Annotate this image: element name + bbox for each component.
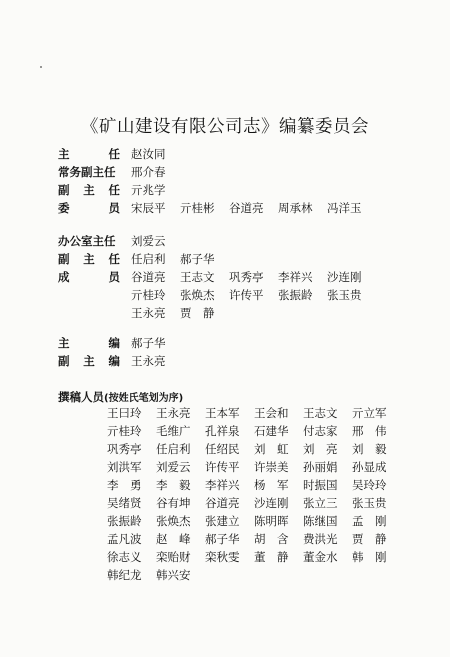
writer-name: 胡 含 — [254, 532, 289, 546]
member-names — [131, 251, 229, 267]
member-names — [131, 164, 180, 180]
member-name: 郝子华 — [131, 336, 166, 350]
writer-name: 董金水 — [303, 550, 338, 564]
role-label-char: 主 — [83, 183, 95, 197]
writer-name: 邢 伟 — [352, 424, 387, 438]
member-name: 王永亮 — [131, 306, 166, 320]
role-label-char: 主 — [83, 354, 95, 368]
member-name: 张焕杰 — [180, 288, 215, 302]
writer-name: 赵 峰 — [156, 532, 191, 546]
role-label-char: 常务副主任 — [58, 165, 116, 179]
role-label-char: 任 — [108, 147, 120, 161]
writer-name: 石建华 — [254, 424, 289, 438]
writers-header — [58, 389, 183, 405]
writer-name: 巩秀亭 — [107, 442, 142, 456]
writer-name: 吴绪贤 — [107, 496, 142, 510]
writer-name: 亓立军 — [352, 406, 387, 420]
member-name: 亓兆学 — [131, 183, 166, 197]
role-label-char: 副 — [58, 183, 70, 197]
writers-row — [107, 495, 401, 513]
writer-name: 许传平 — [205, 460, 240, 474]
role-label-char: 办公室主任 — [58, 234, 116, 248]
writer-name: 许崇美 — [254, 460, 289, 474]
writers-row — [107, 567, 401, 585]
writer-name: 张振龄 — [107, 514, 142, 528]
writers-header-label: 撰稿人员 — [58, 390, 104, 404]
writer-name: 贾 静 — [352, 532, 387, 546]
writers-row — [107, 459, 401, 477]
writer-name: 毛维广 — [156, 424, 191, 438]
member-name: 宋辰平 — [131, 201, 166, 215]
role-label-char: 副 — [58, 252, 70, 266]
writers-row — [107, 513, 401, 531]
member-name: 王永亮 — [131, 354, 166, 368]
writer-name: 孙显成 — [352, 460, 387, 474]
writer-name: 韩 刚 — [352, 550, 387, 564]
member-name: 周承林 — [278, 201, 313, 215]
writer-name: 孟凡波 — [107, 532, 142, 546]
member-names — [131, 269, 376, 285]
role-label-char: 成 — [58, 270, 70, 284]
writer-name: 徐志义 — [107, 550, 142, 564]
writers-row — [107, 477, 401, 495]
role-label — [58, 335, 120, 351]
member-names — [131, 146, 180, 162]
member-name: 刘爱云 — [131, 234, 166, 248]
writer-name: 任启利 — [156, 442, 191, 456]
writer-name: 吴玲玲 — [352, 478, 387, 492]
writer-name: 孙丽娟 — [303, 460, 338, 474]
member-name: 贾 静 — [180, 306, 215, 320]
writers-row — [107, 531, 401, 549]
member-name: 郝子华 — [180, 252, 215, 266]
writer-name: 付志家 — [303, 424, 338, 438]
role-label — [58, 251, 120, 267]
scan-dot — [40, 66, 42, 68]
writer-name: 王志文 — [303, 406, 338, 420]
writer-name: 时振国 — [303, 478, 338, 492]
member-name: 冯洋玉 — [327, 201, 362, 215]
writers-row — [107, 441, 401, 459]
writers-grid — [107, 405, 401, 585]
writer-name: 王会和 — [254, 406, 289, 420]
member-name: 李祥兴 — [278, 270, 313, 284]
role-label-char: 副 — [58, 354, 70, 368]
member-names — [131, 200, 376, 216]
role-label-char: 委 — [58, 201, 70, 215]
writer-name: 亓桂玲 — [107, 424, 142, 438]
writer-name: 费洪光 — [303, 532, 338, 546]
writer-name: 李祥兴 — [205, 478, 240, 492]
role-label-char: 员 — [108, 270, 120, 284]
writer-name: 王本军 — [205, 406, 240, 420]
writer-name: 栾贻财 — [156, 550, 191, 564]
writer-name: 董 静 — [254, 550, 289, 564]
writer-name: 孔祥泉 — [205, 424, 240, 438]
writer-name: 刘 毅 — [352, 442, 387, 456]
member-name: 王志文 — [180, 270, 215, 284]
writer-name: 李 毅 — [156, 478, 191, 492]
writer-name: 杨 军 — [254, 478, 289, 492]
writer-name: 张玉贵 — [352, 496, 387, 510]
member-name: 许传平 — [229, 288, 264, 302]
writer-name: 刘 亮 — [303, 442, 338, 456]
member-name: 亓桂彬 — [180, 201, 215, 215]
role-label — [58, 269, 120, 285]
member-name: 张振龄 — [278, 288, 313, 302]
writer-name: 王永亮 — [156, 406, 191, 420]
role-label — [58, 353, 120, 369]
writer-name: 王曰玲 — [107, 406, 142, 420]
member-name: 任启利 — [131, 252, 166, 266]
writer-name: 韩兴安 — [156, 568, 191, 582]
member-names — [131, 233, 180, 249]
writer-name: 沙连刚 — [254, 496, 289, 510]
role-label — [58, 146, 120, 162]
role-label — [58, 182, 120, 198]
role-label-char: 主 — [58, 147, 70, 161]
writer-name: 刘爱云 — [156, 460, 191, 474]
writer-name: 张立三 — [303, 496, 338, 510]
writer-name: 谷有坤 — [156, 496, 191, 510]
member-names — [131, 335, 180, 351]
writer-name: 张建立 — [205, 514, 240, 528]
member-name: 亓桂玲 — [131, 288, 166, 302]
member-name: 张玉贵 — [327, 288, 362, 302]
role-label-char: 主 — [58, 336, 70, 350]
writer-name: 张焕杰 — [156, 514, 191, 528]
role-label-char: 员 — [108, 201, 120, 215]
writer-name: 刘 虹 — [254, 442, 289, 456]
role-label-char: 编 — [108, 336, 120, 350]
role-label-char: 编 — [108, 354, 120, 368]
writer-name: 陈明晖 — [254, 514, 289, 528]
writer-name: 孟 刚 — [352, 514, 387, 528]
member-names — [131, 353, 180, 369]
writers-row — [107, 423, 401, 441]
member-name: 谷道亮 — [131, 270, 166, 284]
writer-name: 谷道亮 — [205, 496, 240, 510]
writer-name: 栾秋雯 — [205, 550, 240, 564]
member-names — [131, 182, 180, 198]
role-label-char: 主 — [83, 252, 95, 266]
role-label-char: 任 — [108, 252, 120, 266]
writers-header-note: (按姓氏笔划为序) — [104, 393, 184, 404]
member-name: 谷道亮 — [229, 201, 264, 215]
member-names — [131, 287, 376, 303]
member-names — [131, 305, 229, 321]
member-name: 沙连刚 — [327, 270, 362, 284]
writers-row — [107, 405, 401, 423]
role-label — [58, 233, 120, 249]
role-label — [58, 164, 120, 180]
page-title: 《矿山建设有限公司志》编纂委员会 — [81, 117, 369, 137]
role-label-char: 任 — [108, 183, 120, 197]
member-name: 邢介春 — [131, 165, 166, 179]
writer-name: 刘洪军 — [107, 460, 142, 474]
writer-name: 陈继国 — [303, 514, 338, 528]
writer-name: 李 勇 — [107, 478, 142, 492]
member-name: 赵汝同 — [131, 147, 166, 161]
writer-name: 任绍民 — [205, 442, 240, 456]
writers-row — [107, 549, 401, 567]
member-name: 巩秀亭 — [229, 270, 264, 284]
role-label — [58, 200, 120, 216]
writer-name: 郝子华 — [205, 532, 240, 546]
writer-name: 韩纪龙 — [107, 568, 142, 582]
